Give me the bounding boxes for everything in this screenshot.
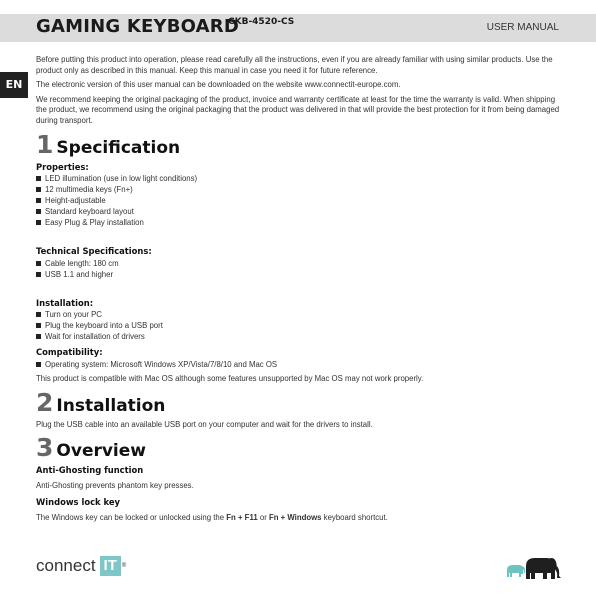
- installation-heading: Installation:: [36, 297, 94, 308]
- shortcut-fn-windows: Fn + Windows: [268, 512, 322, 522]
- logo-registered-mark: ®: [121, 563, 127, 569]
- technical-specifications-heading: Technical Specifications:: [36, 246, 152, 257]
- section-number: 1: [36, 129, 54, 159]
- properties-list: [36, 173, 561, 228]
- list-item: Easy Plug & Play installation: [36, 217, 561, 228]
- windows-lock-heading: Windows lock key: [36, 497, 121, 508]
- compatibility-note: This product is compatible with Mac OS although some features unsupported by Mac OS may not work properly.: [36, 373, 424, 383]
- elephants-icon: [504, 553, 562, 581]
- windows-lock-text: [36, 513, 561, 524]
- list-item: LED illumination (use in low light conditions): [36, 173, 561, 184]
- list-item: Turn on your PC: [36, 309, 561, 320]
- logo-text: connect: [36, 556, 96, 575]
- connect-it-logo: [36, 556, 126, 576]
- large-elephant-icon: [526, 558, 561, 579]
- list-item: Height-adjustable: [36, 195, 561, 206]
- logo-it-box: IT: [100, 556, 121, 576]
- intro-paragraph-3: We recommend keeping the original packaging of the product, invoice and warranty certificate at least for the time the warranty is valid. When shipping the product, we recommend using the original packaging that the product was delivered in that will provide the best protection for it from being damaged during transport.: [36, 94, 560, 125]
- compatibility-heading: Compatibility:: [36, 347, 103, 358]
- list-item: Standard keyboard layout: [36, 206, 561, 217]
- section-overview-heading: [36, 433, 561, 463]
- shortcut-fn-f11: Fn + F11: [226, 512, 258, 522]
- installation-text: Plug the USB cable into an available USB port on your computer and wait for the drivers to install.: [36, 419, 373, 429]
- section-title: Overview: [56, 441, 146, 462]
- list-item: USB 1.1 and higher: [36, 269, 561, 280]
- section-number: 3: [36, 433, 54, 463]
- section-installation-heading: [36, 387, 561, 417]
- anti-ghosting-text: Anti-Ghosting prevents phantom key presses.: [36, 480, 194, 490]
- list-item: Operating system: Microsoft Windows XP/Vista/7/8/10 and Mac OS: [36, 359, 561, 370]
- user-manual-label: USER MANUAL: [486, 22, 559, 33]
- small-elephant-icon: [507, 565, 525, 577]
- list-item: Cable length: 180 cm: [36, 258, 561, 269]
- lock-text: or: [257, 512, 269, 522]
- intro-paragraph-2: The electronic version of this user manual can be downloaded on the website www.connectit-europe.com.: [36, 80, 401, 90]
- intro-paragraph-1: Before putting this product into operation, please read carefully all the instructions, even if you are already familiar with using similar products. Use the product only as described in this manual. Keep this manual in case you need it for future reference.: [36, 55, 553, 75]
- compatibility-list: [36, 359, 561, 370]
- section-title: Specification: [56, 137, 181, 158]
- document-title: GAMING KEYBOARD: [36, 16, 239, 37]
- technical-list: [36, 258, 561, 280]
- section-title: Installation: [56, 395, 166, 416]
- section-number: 2: [36, 387, 54, 417]
- content: [36, 55, 561, 528]
- section-specification-heading: [36, 129, 561, 159]
- lock-text: keyboard shortcut.: [321, 512, 388, 522]
- model-number: CKB-4520-CS: [228, 17, 295, 27]
- lock-text: The Windows key can be locked or unlocked using the: [36, 512, 227, 522]
- list-item: Wait for installation of drivers: [36, 331, 561, 342]
- list-item: 12 multimedia keys (Fn+): [36, 184, 561, 195]
- language-badge: EN: [0, 72, 28, 98]
- installation-list: [36, 309, 561, 342]
- properties-heading: Properties:: [36, 161, 89, 172]
- anti-ghosting-heading: Anti-Ghosting function: [36, 465, 144, 476]
- list-item: Plug the keyboard into a USB port: [36, 320, 561, 331]
